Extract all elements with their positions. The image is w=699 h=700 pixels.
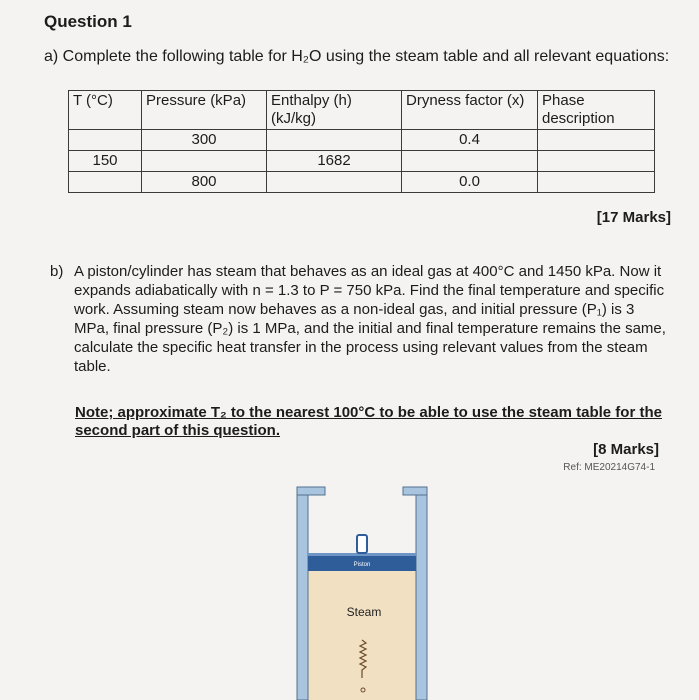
header-dryness: Dryness factor (x): [402, 91, 538, 130]
table-cell[interactable]: 300: [142, 130, 267, 151]
part-b-number: b): [50, 263, 64, 280]
question-title: Question 1: [44, 12, 132, 31]
table-cell[interactable]: 150: [69, 151, 142, 172]
steam-label: Steam: [346, 605, 382, 619]
table-cell[interactable]: 0.4: [402, 130, 538, 151]
header-enthalpy: Enthalpy (h) (kJ/kg): [267, 91, 402, 130]
table-cell[interactable]: 800: [142, 172, 267, 193]
header-pressure: Pressure (kPa): [142, 91, 267, 130]
header-phase: Phase description: [538, 91, 655, 130]
steam-region: [308, 571, 416, 700]
cylinder-right-wall: [416, 493, 427, 700]
marks-part-b: [8 Marks]: [593, 441, 659, 458]
part-b-text: A piston/cylinder has steam that behaves as an ideal gas at 400°C and 1450 kPa. Now it expands adiabatically with n = 1.3 to P = 750 kPa. Find the final temperature and specific work. Assuming steam now behaves as a non-ideal gas, and initial pressure (P₁) is 3 MPa, final pressure (P₂) is 1 MPa, and the initial and final temperature remains the same, calculate the specific heat transfer in the process using relevant values from the steam table.: [74, 263, 666, 375]
left-stop: [297, 487, 325, 495]
table-cell[interactable]: 1682: [267, 151, 402, 172]
marks-part-a: [17 Marks]: [596, 209, 671, 226]
header-temperature: T (°C): [69, 91, 142, 130]
right-stop: [403, 487, 427, 495]
piston-weight: [357, 535, 367, 553]
piston-label: Piston: [353, 562, 371, 568]
table-cell[interactable]: 0.0: [402, 172, 538, 193]
part-a-instruction: a) Complete the following table for H₂O using the steam table and all relevant equations:: [44, 48, 670, 65]
cylinder-left-wall: [297, 493, 308, 700]
note-text: Note; approximate T₂ to the nearest 100°C to be able to use the steam table for the second part of this question.: [75, 404, 662, 439]
reference-code: Ref: ME20214G74-1: [563, 462, 655, 473]
